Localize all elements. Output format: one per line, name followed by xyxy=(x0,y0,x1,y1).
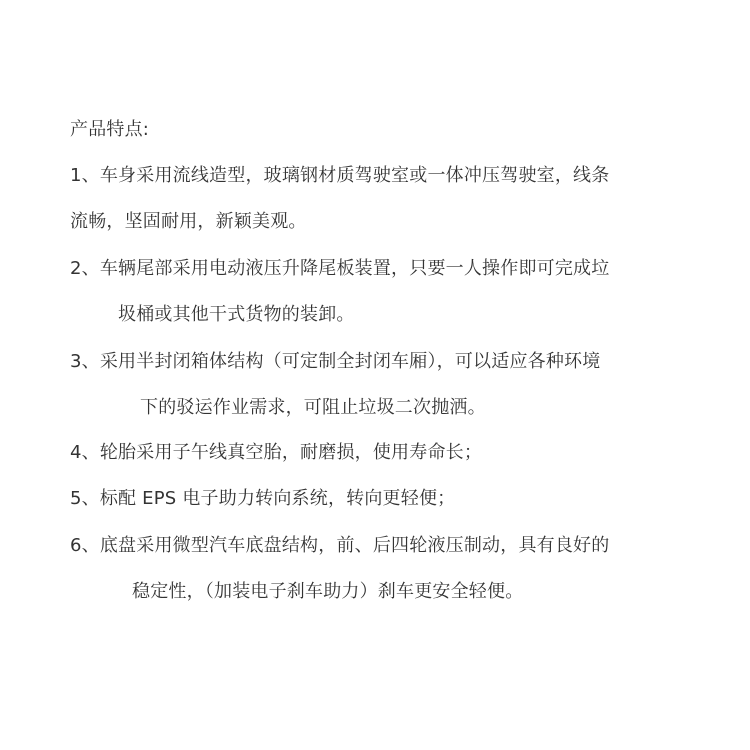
feature-1-line-1: 1、车身采用流线造型，玻璃钢材质驾驶室或一体冲压驾驶室，线条 xyxy=(70,165,610,186)
feature-5-line-1: 5、标配 EPS 电子助力转向系统，转向更轻便； xyxy=(70,488,456,509)
feature-3-line-2: 下的驳运作业需求，可阻止垃圾二次抛洒。 xyxy=(140,397,486,418)
feature-6-line-1: 6、底盘采用微型汽车底盘结构，前、后四轮液压制动，具有良好的 xyxy=(70,535,610,556)
feature-3-line-1: 3、采用半封闭箱体结构（可定制全封闭车厢），可以适应各种环境 xyxy=(70,351,601,372)
feature-2-line-2: 圾桶或其他干式货物的装卸。 xyxy=(118,304,355,325)
feature-4-line-1: 4、轮胎采用子午线真空胎，耐磨损，使用寿命长； xyxy=(70,442,483,463)
feature-1-line-2: 流畅，坚固耐用，新颖美观。 xyxy=(70,211,307,232)
feature-2-line-1: 2、车辆尾部采用电动液压升降尾板装置，只要一人操作即可完成垃 xyxy=(70,258,610,279)
features-heading: 产品特点: xyxy=(70,119,150,140)
feature-6-line-2: 稳定性，（加装电子刹车助力）刹车更安全轻便。 xyxy=(132,581,524,602)
